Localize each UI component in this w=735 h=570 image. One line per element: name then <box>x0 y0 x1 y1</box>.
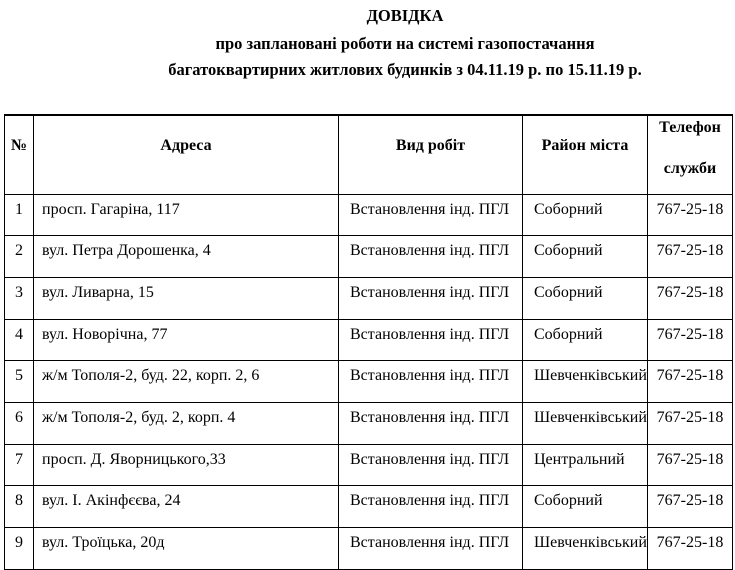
row-number-cell: 7 <box>5 444 34 486</box>
district-cell: Соборний <box>523 319 648 361</box>
work-type-cell: Встановлення інд. ПГЛ <box>339 236 523 278</box>
table-row <box>5 194 733 236</box>
district-cell: Соборний <box>523 486 648 528</box>
phone-cell: 767-25-18 <box>648 528 733 570</box>
header-address: Адреса <box>34 115 339 194</box>
address-cell: вул. Петра Дорошенка, 4 <box>34 236 339 278</box>
header-service-word: служби <box>663 160 717 177</box>
table-row <box>5 486 733 528</box>
address-cell: вул. Троїцька, 20д <box>34 528 339 570</box>
table-row <box>5 236 733 278</box>
phone-cell: 767-25-18 <box>648 236 733 278</box>
row-number-cell: 5 <box>5 361 34 403</box>
district-cell: Шевченківський <box>523 402 648 444</box>
document-subtitle-line1: про заплановані роботи на системі газопостачання <box>215 34 595 53</box>
phone-cell: 767-25-18 <box>648 486 733 528</box>
work-type-cell: Встановлення інд. ПГЛ <box>339 277 523 319</box>
phone-cell: 767-25-18 <box>648 194 733 236</box>
phone-cell: 767-25-18 <box>648 277 733 319</box>
address-cell: вул. Ливарна, 15 <box>34 277 339 319</box>
table-row <box>5 528 733 570</box>
district-cell: Соборний <box>523 194 648 236</box>
table-row <box>5 277 733 319</box>
work-type-cell: Встановлення інд. ПГЛ <box>339 486 523 528</box>
row-number-cell: 9 <box>5 528 34 570</box>
header-work-type: Вид робіт <box>339 115 523 194</box>
document-subtitle-line2: багатоквартирних житлових будинків з 04.11.19 р. по 15.11.19 р. <box>168 60 642 79</box>
district-cell: Соборний <box>523 277 648 319</box>
work-type-cell: Встановлення інд. ПГЛ <box>339 361 523 403</box>
district-cell: Центральний <box>523 444 648 486</box>
table-row <box>5 402 733 444</box>
row-number-cell: 6 <box>5 402 34 444</box>
table-row <box>5 319 733 361</box>
document-title-block <box>75 6 735 80</box>
table-row <box>5 361 733 403</box>
header-district: Район міста <box>523 115 648 194</box>
row-number-cell: 2 <box>5 236 34 278</box>
district-cell: Шевченківський <box>523 361 648 403</box>
phone-cell: 767-25-18 <box>648 402 733 444</box>
address-cell: ж/м Тополя-2, буд. 2, корп. 4 <box>34 402 339 444</box>
address-cell: просп. Гагаріна, 117 <box>34 194 339 236</box>
work-type-cell: Встановлення інд. ПГЛ <box>339 402 523 444</box>
address-cell: ж/м Тополя-2, буд. 22, корп. 2, 6 <box>34 361 339 403</box>
row-number-cell: 8 <box>5 486 34 528</box>
phone-cell: 767-25-18 <box>648 361 733 403</box>
district-cell: Соборний <box>523 236 648 278</box>
address-cell: вул. Новорічна, 77 <box>34 319 339 361</box>
works-schedule-table <box>4 114 733 570</box>
row-number-cell: 4 <box>5 319 34 361</box>
row-number-cell: 1 <box>5 194 34 236</box>
document-title: ДОВІДКА <box>366 6 444 25</box>
header-number: № <box>5 115 34 194</box>
phone-cell: 767-25-18 <box>648 444 733 486</box>
phone-cell: 767-25-18 <box>648 319 733 361</box>
table-row <box>5 444 733 486</box>
header-phone-word: Телефон <box>659 119 721 136</box>
work-type-cell: Встановлення інд. ПГЛ <box>339 319 523 361</box>
header-service-phone <box>648 115 733 194</box>
work-type-cell: Встановлення інд. ПГЛ <box>339 444 523 486</box>
row-number-cell: 3 <box>5 277 34 319</box>
work-type-cell: Встановлення інд. ПГЛ <box>339 528 523 570</box>
district-cell: Шевченківський <box>523 528 648 570</box>
table-body <box>5 194 733 569</box>
address-cell: вул. І. Акінфєєва, 24 <box>34 486 339 528</box>
table-header-row <box>5 115 733 194</box>
address-cell: просп. Д. Яворницького,33 <box>34 444 339 486</box>
work-type-cell: Встановлення інд. ПГЛ <box>339 194 523 236</box>
